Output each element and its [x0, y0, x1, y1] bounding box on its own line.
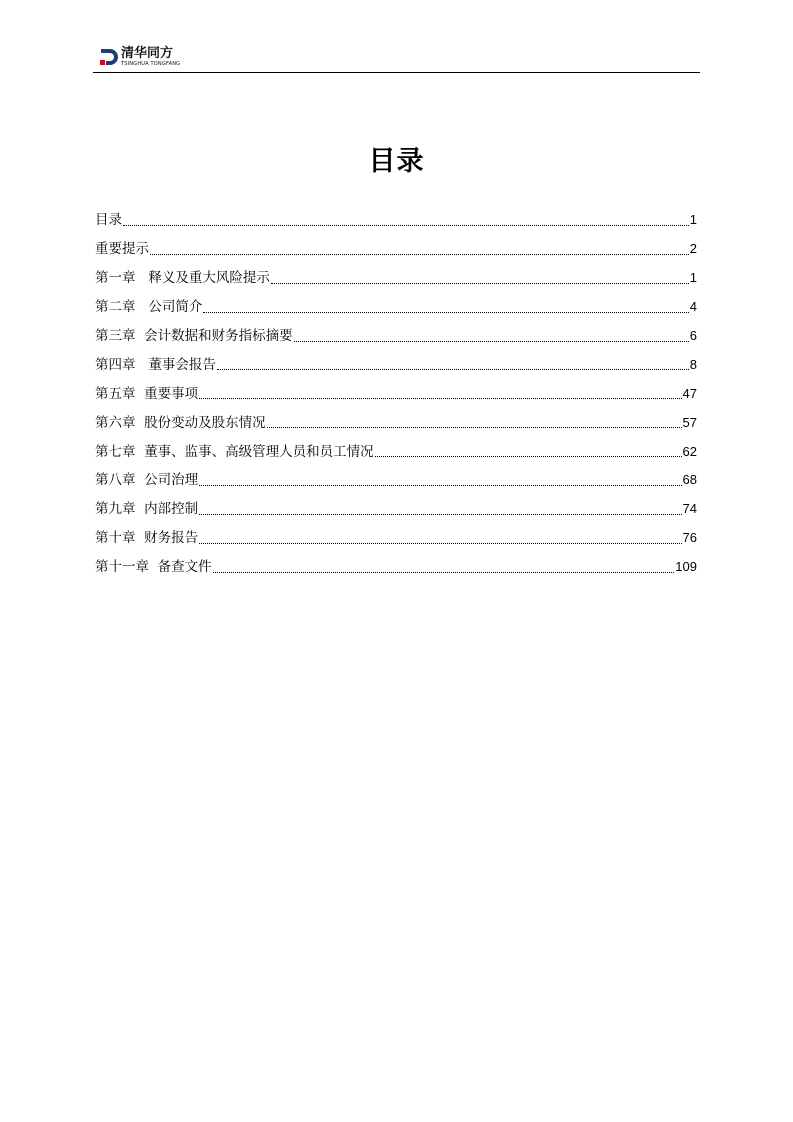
toc-entry-page[interactable]: 76 — [682, 530, 697, 546]
toc-entry-label[interactable]: 第二章 公司简介 — [95, 299, 203, 316]
toc-entry[interactable] — [95, 495, 697, 524]
toc-leader-dots — [199, 398, 681, 399]
toc-entry-label[interactable]: 第十章 财务报告 — [95, 530, 199, 547]
company-logo — [97, 46, 180, 70]
toc-entry-label[interactable]: 第十一章 备查文件 — [95, 559, 212, 576]
toc-entry-label[interactable]: 第九章 内部控制 — [95, 501, 199, 518]
toc-leader-dots — [203, 312, 688, 313]
tongfang-logo-icon — [97, 46, 119, 68]
toc-entry[interactable] — [95, 437, 697, 466]
toc-leader-dots — [199, 514, 681, 515]
toc-leader-dots — [267, 427, 682, 428]
toc-entry-page[interactable]: 62 — [682, 443, 697, 459]
toc-entry[interactable] — [95, 524, 697, 553]
toc-leader-dots — [217, 369, 689, 370]
toc-entry-page[interactable]: 1 — [689, 270, 697, 286]
page-title: 目录 — [368, 146, 425, 177]
toc-leader-dots — [150, 254, 689, 255]
toc-entry-page[interactable]: 2 — [689, 241, 697, 257]
toc-leader-dots — [199, 485, 681, 486]
toc-entry[interactable] — [95, 206, 697, 235]
toc-entry-page[interactable]: 1 — [689, 212, 697, 228]
toc-entry[interactable] — [95, 322, 697, 351]
logo-english-name: TSINGHUA TONGFANG — [121, 61, 181, 67]
toc-entry-label[interactable]: 第四章 董事会报告 — [95, 356, 216, 373]
toc-entry-page[interactable]: 109 — [675, 559, 697, 575]
toc-entry-label[interactable]: 第三章 会计数据和财务指标摘要 — [95, 328, 293, 344]
toc-entry-page[interactable]: 47 — [682, 385, 697, 401]
toc-leader-dots — [271, 283, 689, 284]
toc-entry-label[interactable]: 第七章 董事、监事、高级管理人员和员工情况 — [95, 443, 374, 460]
toc-entry-page[interactable]: 68 — [682, 472, 697, 488]
toc-entry[interactable] — [95, 264, 697, 293]
toc-entry-label[interactable]: 第八章 公司治理 — [95, 472, 199, 489]
toc-entry-page[interactable]: 6 — [689, 328, 697, 343]
toc-leader-dots — [294, 341, 689, 342]
toc-entry-page[interactable]: 4 — [689, 299, 697, 315]
page-header — [93, 44, 700, 73]
toc-leader-dots — [213, 572, 675, 573]
toc-entry[interactable] — [95, 293, 697, 322]
toc-entry[interactable] — [95, 379, 697, 408]
toc-entry-label[interactable]: 第六章 股份变动及股东情况 — [95, 414, 266, 431]
toc-entry[interactable] — [95, 466, 697, 495]
toc-entry-label[interactable]: 重要提示 — [95, 241, 149, 258]
toc-entry-label[interactable]: 第五章 重要事项 — [95, 385, 199, 402]
logo-chinese-name: 清华同方 — [121, 46, 174, 61]
toc-entry-page[interactable]: 8 — [689, 356, 697, 372]
toc-entry-page[interactable]: 74 — [682, 501, 697, 517]
toc-leader-dots — [375, 456, 682, 457]
table-of-contents — [95, 206, 697, 582]
toc-entry-page[interactable]: 57 — [682, 414, 697, 430]
toc-entry-label[interactable]: 目录 — [95, 212, 122, 229]
toc-entry[interactable] — [95, 408, 697, 437]
toc-entry[interactable] — [95, 235, 697, 264]
toc-entry-label[interactable]: 第一章 释义及重大风险提示 — [95, 270, 270, 287]
toc-entry[interactable] — [95, 553, 697, 582]
toc-entry[interactable] — [95, 350, 697, 379]
toc-leader-dots — [123, 225, 689, 226]
toc-leader-dots — [199, 543, 681, 544]
